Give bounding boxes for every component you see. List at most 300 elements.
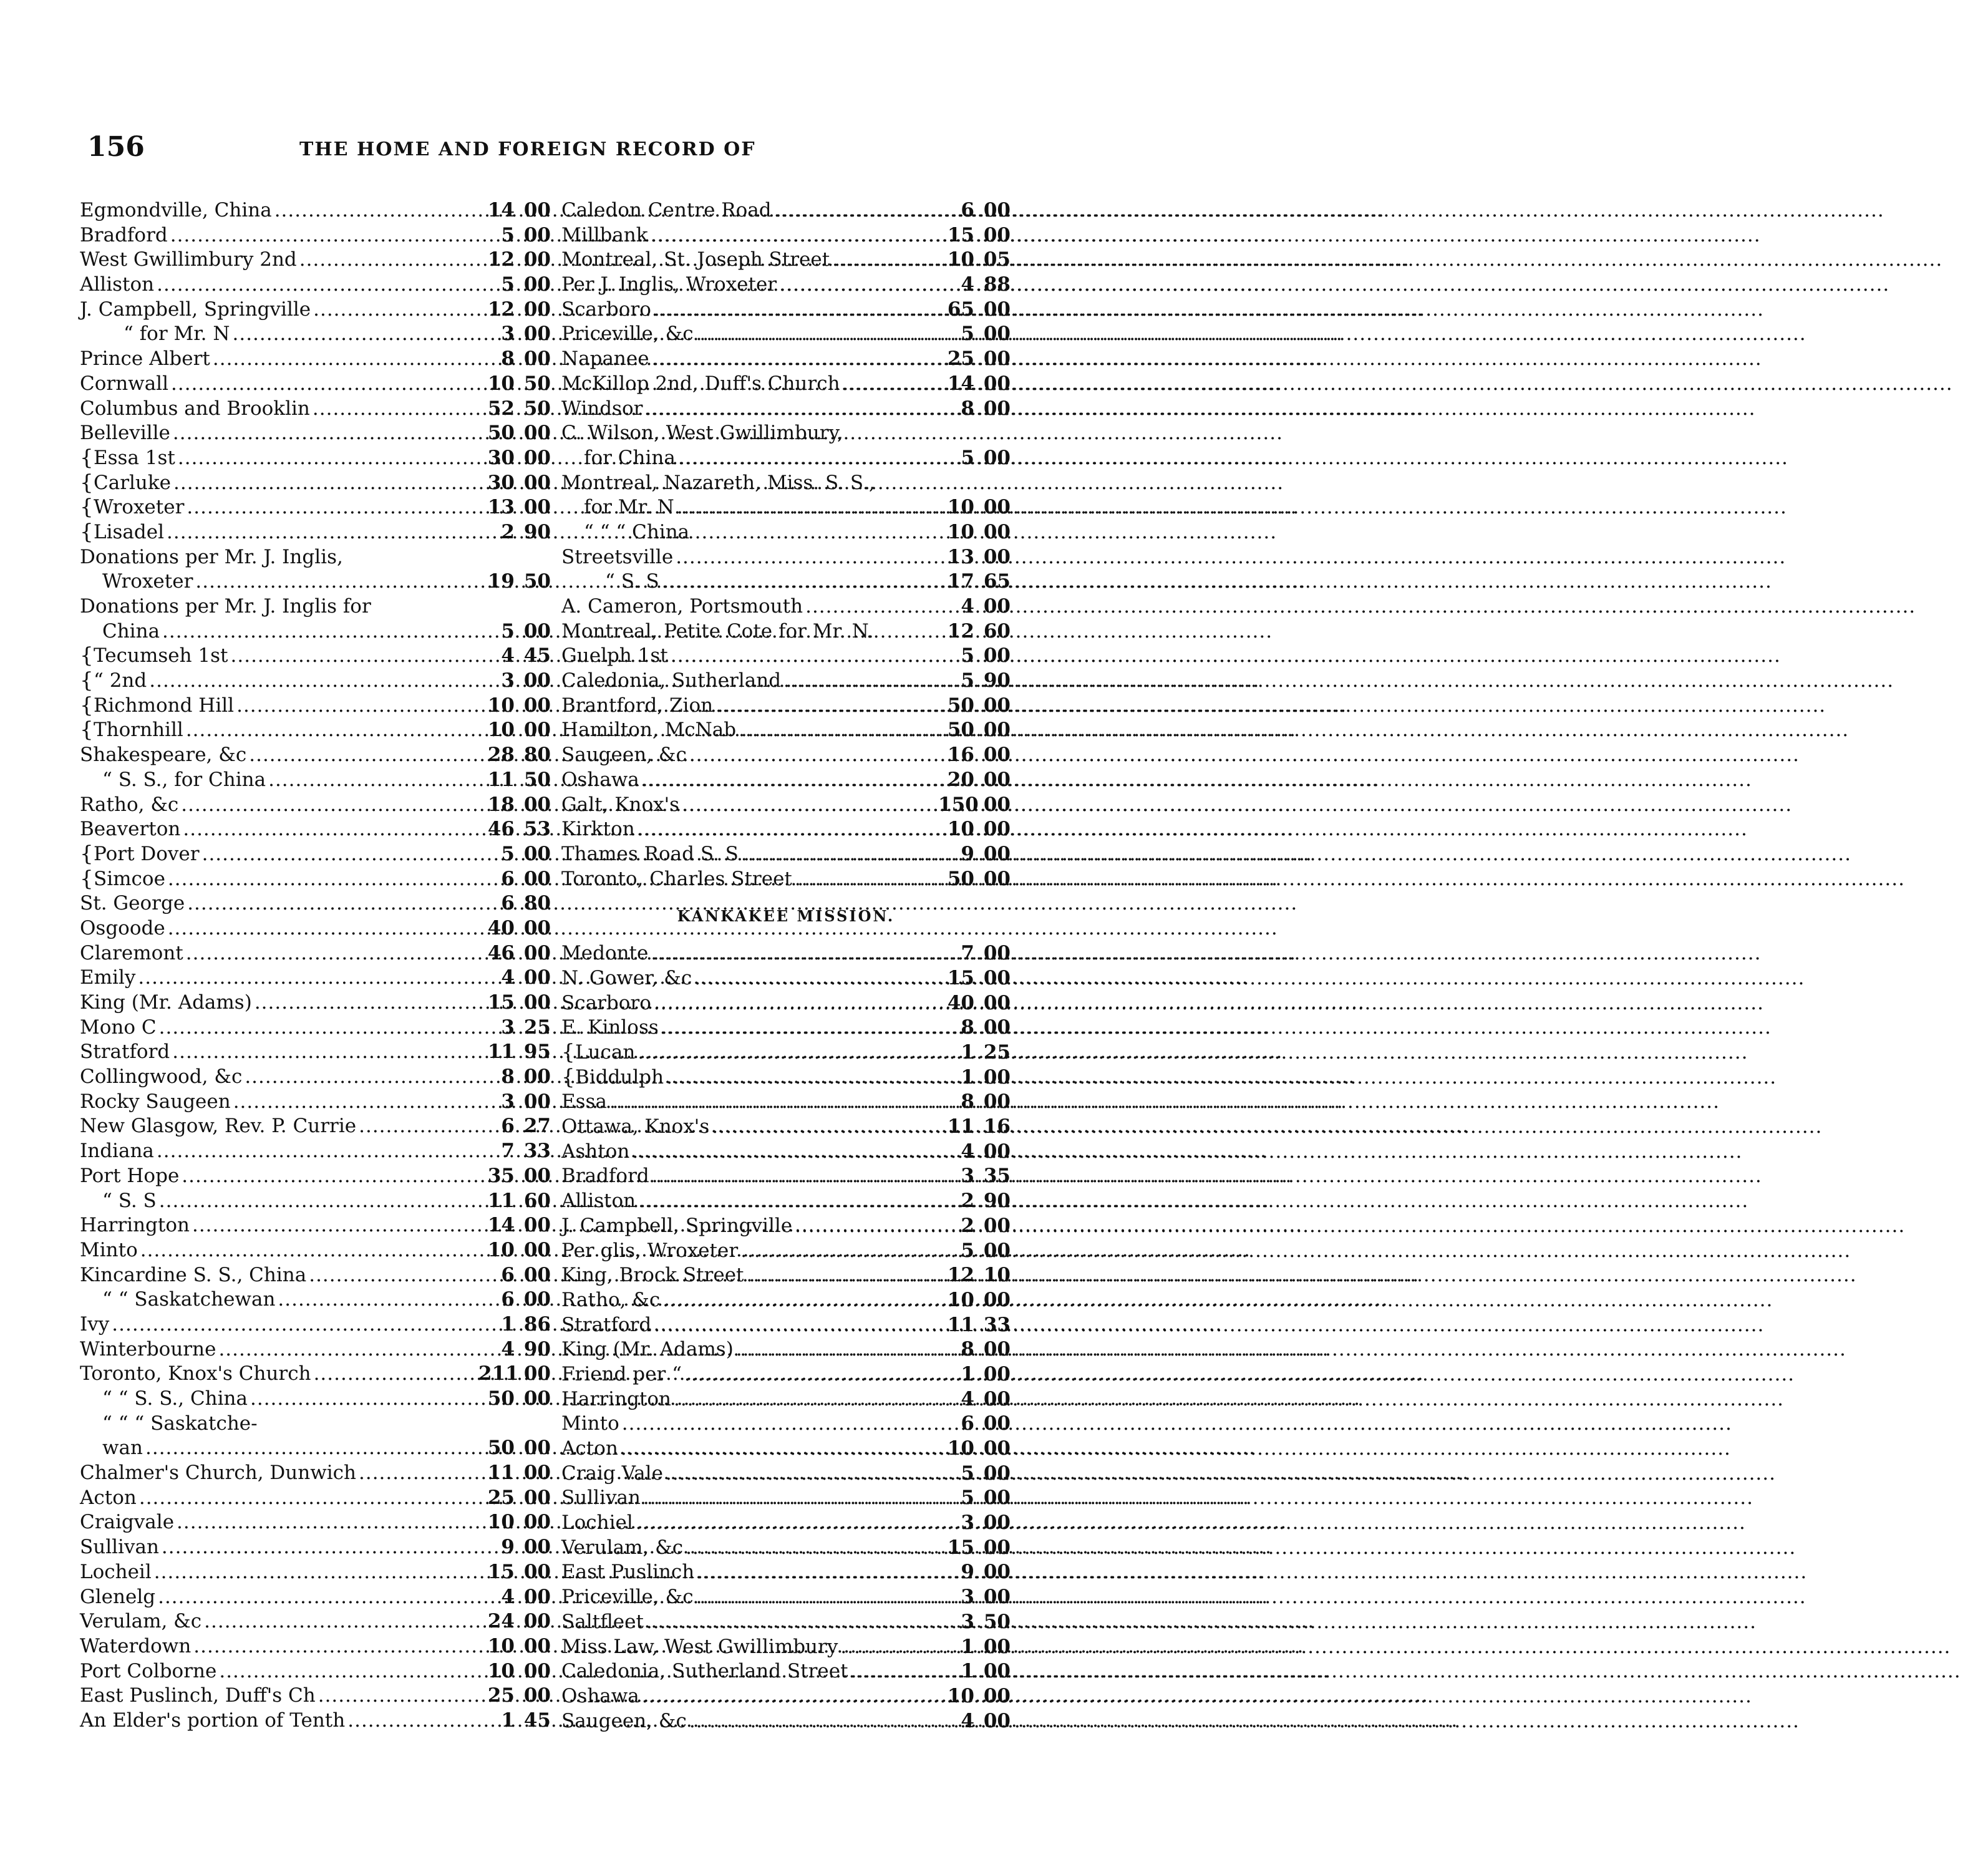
amount-dollars: 10 (947, 1288, 974, 1311)
leader-dots (696, 1585, 933, 1610)
entry-name: Glenelg (80, 1585, 156, 1608)
entry-amount (476, 1114, 551, 1139)
entry-name: Galt, Knox's (561, 793, 680, 816)
amount-cents: 00 (523, 471, 551, 494)
entry-amount (476, 1139, 551, 1164)
leader-dots (662, 570, 933, 594)
amount-cents: 00 (983, 1561, 1011, 1584)
entry-amount (476, 1362, 551, 1387)
amount-dollars: 5 (961, 322, 974, 346)
amount-cents: 00 (983, 768, 1011, 791)
ledger-row (561, 248, 1011, 273)
leader-dots (677, 495, 933, 520)
entry-amount (476, 1609, 551, 1634)
amount-cents: 60 (523, 1189, 551, 1212)
amount-dollars: 25 (487, 1684, 515, 1707)
amount-dollars: 5 (961, 1462, 974, 1485)
ledger-row (80, 1288, 551, 1312)
entry-name: Lochiel (561, 1511, 633, 1535)
ledger-row (561, 966, 1011, 991)
ledger-row (80, 1560, 551, 1585)
ledger-row (80, 743, 551, 768)
entry-amount (936, 743, 1011, 768)
amount-cents: 00 (523, 619, 551, 643)
ledger-row (561, 495, 1011, 520)
amount-cents: 00 (983, 966, 1011, 989)
amount-cents: 53 (523, 818, 551, 841)
amount-dollars: 9 (501, 1536, 515, 1559)
amount-cents: 00 (983, 446, 1011, 469)
entry-amount (936, 1090, 1011, 1115)
ledger-row (80, 1609, 551, 1634)
amount-cents: 00 (523, 941, 551, 964)
entry-name: Claremont (80, 941, 183, 964)
amount-dollars: 25 (947, 347, 974, 371)
amount-dollars: 8 (501, 1065, 515, 1089)
entry-name: Caledonia, Sutherland (561, 669, 782, 692)
leader-dots (642, 768, 933, 793)
entry-amount (936, 397, 1011, 422)
ledger-row (561, 594, 1011, 619)
entry-name: Columbus and Brooklin (80, 397, 310, 420)
entry-amount (476, 1263, 551, 1288)
ledger-row (80, 545, 551, 570)
ledger-row (561, 941, 1011, 966)
amount-dollars: 52 (487, 397, 515, 420)
entry-name: Rocky Saugeen (80, 1090, 231, 1113)
entry-name: Ottawa, Knox's (561, 1115, 710, 1138)
ledger-row (80, 1387, 551, 1412)
entry-name: Windsor (561, 397, 643, 420)
amount-dollars: 1 (501, 1709, 515, 1732)
entry-name: Verulam, &c (561, 1536, 684, 1559)
leader-dots (843, 372, 933, 397)
entry-amount (936, 594, 1011, 619)
ledger-row (561, 694, 1011, 719)
ledger-row (80, 1510, 551, 1535)
amount-cents: 00 (983, 1511, 1011, 1535)
amount-cents: 00 (983, 595, 1011, 618)
leader-dots (187, 495, 473, 520)
leader-dots (318, 1684, 473, 1709)
ledger-row (80, 594, 551, 619)
entry-name: Harrington (561, 1387, 671, 1410)
amount-cents: 00 (983, 1387, 1011, 1410)
amount-dollars: 15 (947, 1536, 974, 1559)
amount-cents: 00 (523, 694, 551, 717)
entry-name: Winterbourne (80, 1337, 216, 1360)
ledger-row (561, 273, 1011, 298)
entry-name: Wroxeter (102, 570, 193, 593)
amount-dollars: 14 (947, 372, 974, 395)
amount-cents: 86 (523, 1312, 551, 1336)
entry-amount (936, 793, 1011, 818)
entry-name: { Thornhill (80, 718, 183, 743)
amount-cents: 25 (983, 1041, 1011, 1064)
amount-dollars: 2 (501, 520, 515, 543)
entry-name: New Glasgow, Rev. P. Currie (80, 1115, 357, 1138)
leader-dots (172, 1040, 473, 1065)
ledger-row (80, 991, 551, 1016)
ledger-row (561, 867, 1011, 892)
amount-dollars: 3 (501, 1016, 515, 1039)
leader-dots (779, 273, 933, 298)
entry-amount (476, 495, 551, 520)
amount-cents: 50 (983, 1610, 1011, 1633)
amount-dollars: 12 (947, 619, 974, 643)
amount-cents: 35 (983, 1165, 1011, 1188)
amount-dollars: 25 (487, 1486, 515, 1509)
entry-amount (936, 273, 1011, 298)
entry-name: { Richmond Hill (80, 694, 234, 719)
ledger-row (80, 1164, 551, 1189)
amount-dollars: 15 (947, 223, 974, 246)
ledger-row (561, 1214, 1011, 1239)
entry-amount (936, 545, 1011, 570)
amount-cents: 00 (983, 1486, 1011, 1510)
amount-dollars: 50 (487, 422, 515, 445)
amount-dollars: 40 (487, 916, 515, 939)
amount-dollars: 50 (947, 694, 974, 717)
leader-dots (359, 1461, 473, 1486)
amount-dollars: 50 (487, 1387, 515, 1410)
entry-amount (476, 421, 551, 446)
amount-cents: 00 (983, 719, 1011, 742)
amount-cents: 00 (523, 446, 551, 469)
amount-cents: 00 (523, 1486, 551, 1509)
ledger-row (561, 1387, 1011, 1412)
entry-name: Egmondville, China (80, 199, 272, 221)
ledger-row (80, 1213, 551, 1238)
leader-dots (192, 1213, 473, 1238)
amount-cents: 00 (983, 1362, 1011, 1385)
entry-amount (476, 1461, 551, 1486)
entry-name: Acton (561, 1437, 618, 1460)
entry-amount (476, 1090, 551, 1115)
ledger-row (561, 372, 1011, 397)
amount-cents: 10 (983, 1264, 1011, 1287)
entry-name: West Gwillimbury 2nd (80, 248, 297, 271)
amount-dollars: 8 (961, 1016, 974, 1039)
amount-dollars: 15 (947, 966, 974, 989)
entry-name: “ “ S. S., China (102, 1387, 248, 1410)
entry-name: Beaverton (80, 818, 181, 841)
leader-dots (652, 347, 933, 372)
amount-dollars: 11 (487, 1462, 515, 1485)
amount-cents: 00 (523, 1560, 551, 1583)
entry-amount (476, 966, 551, 991)
amount-cents: 00 (983, 496, 1011, 519)
entry-amount (936, 520, 1011, 545)
entry-name: Donations per Mr. J. Inglis, (80, 545, 343, 568)
entry-amount (476, 867, 551, 892)
entry-amount (936, 421, 1011, 446)
amount-cents: 00 (983, 298, 1011, 321)
entry-name: { Simcoe (80, 867, 165, 892)
leader-dots (666, 1065, 933, 1090)
amount-dollars: 1 (961, 1635, 974, 1658)
entry-name: Millbank (561, 223, 648, 246)
amount-cents: 00 (523, 1238, 551, 1261)
amount-cents: 00 (983, 545, 1011, 568)
ledger-row (80, 446, 551, 471)
leader-dots (661, 1016, 933, 1040)
amount-dollars: 3 (961, 1586, 974, 1609)
entry-amount (476, 1164, 551, 1189)
amount-cents: 00 (523, 1511, 551, 1534)
amount-dollars: 17 (947, 570, 974, 593)
leader-dots (643, 1486, 933, 1511)
entry-name: Ratho, &c (561, 1288, 661, 1311)
amount-cents: 00 (523, 1362, 551, 1385)
ledger-row (80, 1263, 551, 1288)
amount-dollars: 5 (501, 273, 515, 296)
amount-dollars: 35 (487, 1164, 515, 1187)
leader-dots (654, 298, 933, 322)
ledger-row (561, 1511, 1011, 1536)
amount-cents: 50 (523, 397, 551, 420)
amount-cents: 00 (523, 966, 551, 989)
entry-name: “ for Mr. N (124, 322, 230, 346)
leader-dots (159, 1189, 473, 1214)
leader-dots (173, 421, 473, 446)
entry-amount (936, 1560, 1011, 1585)
entry-name: China (102, 619, 160, 643)
entry-name: East Puslinch, Duff's Ch (80, 1684, 316, 1707)
leader-dots (686, 1536, 933, 1561)
entry-name: McKillop 2nd, Duff's Church (561, 372, 840, 395)
amount-cents: 27 (523, 1115, 551, 1138)
ledger-row (561, 1189, 1011, 1214)
ledger-row (561, 1709, 1011, 1734)
amount-dollars: 18 (487, 793, 515, 816)
ledger-row (561, 471, 1011, 496)
ledger-row (561, 1585, 1011, 1610)
entry-name: C. Wilson, West Gwillimbury, (561, 422, 843, 445)
kankakee-mission-list (561, 941, 1011, 1734)
amount-cents: 00 (523, 1536, 551, 1559)
leader-dots (218, 1337, 473, 1362)
leader-dots (805, 594, 933, 619)
entry-name: “ “ Saskatchewan (102, 1288, 276, 1311)
entry-name: Montreal, Nazareth, Miss. S. S., (561, 471, 875, 494)
amount-dollars: 150 (938, 793, 979, 816)
leader-dots (213, 347, 473, 372)
entry-amount (476, 1510, 551, 1535)
leader-dots (638, 1189, 933, 1214)
amount-dollars: 9 (961, 1561, 974, 1584)
amount-cents: 00 (983, 1016, 1011, 1039)
amount-cents: 25 (523, 1016, 551, 1039)
amount-dollars: 20 (947, 768, 974, 791)
amount-dollars: 6 (501, 1263, 515, 1286)
ledger-row (561, 198, 1011, 223)
entry-amount (936, 1486, 1011, 1511)
amount-cents: 00 (983, 397, 1011, 420)
ledger-row (561, 1437, 1011, 1462)
amount-dollars: 10 (947, 248, 974, 271)
leader-dots (140, 1238, 473, 1263)
entry-name: Collingwood, &c (80, 1065, 243, 1089)
leader-dots (638, 817, 933, 842)
leader-dots (167, 520, 473, 545)
entry-amount (936, 867, 1011, 892)
entry-amount (936, 669, 1011, 694)
leader-dots (622, 1412, 933, 1437)
entry-name: { Carluke (80, 471, 171, 496)
entry-name: Saugeen, &c (561, 1709, 687, 1732)
entry-name: Minto (80, 1238, 138, 1261)
entry-name: Scarboro (561, 298, 651, 321)
ledger-row (80, 1090, 551, 1115)
entry-name: “ S. S (102, 1189, 157, 1212)
ledger-row (561, 421, 1011, 446)
ledger-row (80, 1139, 551, 1164)
amount-dollars: 46 (487, 941, 515, 964)
amount-cents: 00 (523, 1634, 551, 1657)
entry-amount (476, 1016, 551, 1040)
leader-dots (632, 1140, 933, 1165)
ledger-row (80, 421, 551, 446)
left-column (80, 198, 551, 1734)
entry-amount (476, 347, 551, 372)
leader-dots (654, 1313, 933, 1338)
entry-name: Chalmer's Church, Dunwich (80, 1462, 356, 1485)
ledger-row (561, 842, 1011, 867)
entry-name: Guelph 1st (561, 644, 668, 667)
leader-dots (274, 198, 473, 223)
entry-name: Priceville, &c (561, 322, 694, 346)
amount-dollars: 24 (487, 1610, 515, 1633)
ledger-row (80, 248, 551, 273)
ledger-row (80, 619, 551, 644)
entry-name: J. Campbell, Springville (80, 298, 311, 321)
leader-dots (674, 1387, 933, 1412)
amount-cents: 00 (523, 1684, 551, 1707)
amount-dollars: 211 (478, 1362, 519, 1385)
entry-name: J. Campbell, Springville (561, 1214, 793, 1237)
amount-dollars: 4 (961, 1709, 974, 1732)
entry-name: Brantford, Zion (561, 694, 714, 717)
ledger-row (80, 322, 551, 347)
leader-dots (278, 1288, 473, 1312)
amount-dollars: 5 (961, 644, 974, 667)
ledger-row (80, 694, 551, 719)
amount-cents: 00 (523, 1164, 551, 1187)
ledger-row (80, 718, 551, 743)
leader-dots (609, 1090, 933, 1115)
ledger-row (561, 1659, 1011, 1684)
entry-amount (476, 1659, 551, 1684)
entry-name: Ivy (80, 1312, 110, 1336)
ledger-row (561, 669, 1011, 694)
ledger-row (80, 1659, 551, 1684)
amount-cents: 00 (983, 1586, 1011, 1609)
entry-name: Bradford (561, 1165, 649, 1188)
leader-dots (158, 1585, 473, 1610)
amount-dollars: 5 (961, 1486, 974, 1510)
amount-cents: 00 (523, 422, 551, 445)
ledger-row (561, 1486, 1011, 1511)
amount-cents: 00 (523, 1610, 551, 1633)
entry-amount (476, 768, 551, 793)
entry-name: Napanee (561, 347, 649, 371)
entry-name: Minto (561, 1412, 619, 1435)
entry-name: St. George (80, 892, 185, 915)
ledger-row (561, 1462, 1011, 1486)
amount-dollars: 1 (961, 1660, 974, 1683)
entry-amount (476, 397, 551, 422)
entry-amount (936, 619, 1011, 644)
amount-dollars: 5 (501, 223, 515, 246)
entry-amount (936, 1536, 1011, 1561)
entry-amount (936, 1511, 1011, 1536)
amount-dollars: 4 (501, 966, 515, 989)
amount-dollars: 9 (961, 842, 974, 865)
entry-amount (476, 1312, 551, 1337)
leader-dots (314, 1362, 473, 1387)
amount-cents: 60 (983, 619, 1011, 643)
entry-amount (936, 768, 1011, 793)
leader-dots (651, 941, 933, 966)
leader-dots (795, 1214, 933, 1239)
amount-dollars: 11 (947, 1115, 974, 1138)
leader-dots (250, 1387, 473, 1412)
leader-dots (676, 545, 933, 570)
amount-cents: 88 (983, 273, 1011, 296)
ledger-row (561, 397, 1011, 422)
entry-amount (936, 1362, 1011, 1387)
entry-amount (476, 1634, 551, 1659)
leader-dots (313, 397, 473, 422)
entry-amount (476, 644, 551, 669)
leader-dots (715, 694, 933, 719)
amount-cents: 00 (983, 1684, 1011, 1707)
ledger-row (561, 1016, 1011, 1040)
right-column (561, 198, 1011, 1734)
entry-amount (936, 471, 1011, 496)
entry-amount (936, 644, 1011, 669)
leader-dots (359, 1114, 473, 1139)
amount-dollars: 3 (961, 1610, 974, 1633)
amount-dollars: 11 (947, 1313, 974, 1336)
amount-dollars: 8 (501, 347, 515, 371)
entry-amount (476, 248, 551, 273)
amount-cents: 00 (983, 199, 1011, 221)
ledger-row (561, 1263, 1011, 1288)
ledger-row (80, 867, 551, 892)
entry-name: Per J. Inglis, Wroxeter (561, 273, 777, 296)
ledger-row (561, 1362, 1011, 1387)
amount-dollars: 6 (501, 1288, 515, 1311)
entry-amount (936, 1387, 1011, 1412)
leader-dots (168, 867, 473, 892)
entry-amount (476, 1213, 551, 1238)
amount-dollars: 13 (947, 545, 974, 568)
entry-name: Caledon Centre Road (561, 199, 772, 221)
entry-amount (936, 198, 1011, 223)
entry-amount (936, 694, 1011, 719)
entry-amount (936, 1288, 1011, 1313)
amount-dollars: 12 (487, 298, 515, 321)
entry-name: { Port Dover (80, 842, 200, 867)
leader-dots (236, 694, 473, 719)
ledger-row (561, 1610, 1011, 1635)
ledger-row (80, 1634, 551, 1659)
ledger-row (561, 1684, 1011, 1709)
ledger-row (561, 1288, 1011, 1313)
amount-cents: 45 (523, 644, 551, 667)
